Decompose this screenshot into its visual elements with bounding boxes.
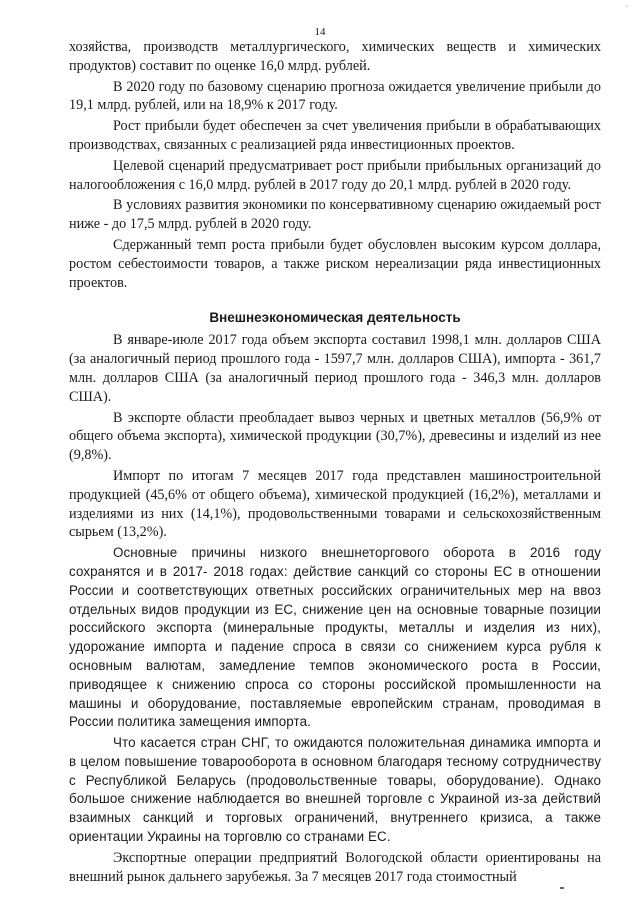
paragraph-profit-growth: Рост прибыли будет обеспечен за счет увеличения прибыли в обрабатывающих производствах, связанных с реализацией ряда инвестиционных проектов. <box>69 118 601 153</box>
paragraph-export-volume: В январе-июле 2017 года объем экспорта составил 1998,1 млн. долларов США (за аналогичный период прошлого года - 1597,7 млн. долларов США), импорта - 361,7 млн. долларов США (за аналогичный период прошлого года - 346,3 млн. долларов США). <box>69 332 601 405</box>
scan-mark: · <box>625 2 628 11</box>
paragraph-main-reasons: Основные причины низкого внешнеторгового оборота в 2016 году сохранятся и в 2017- 2018 годах: действие санкций со стороны ЕС в отношении России и соответствующих ответных российских ограничительных мер на ввоз отдельных видов продукции из ЕС, снижение цен на основные товарные позиции российского экспорта (минеральные продукты, металлы и изделия из них), удорожание импорта и падение спроса в связи со снижением курса рубля к основным валютам, замедление темпов экономического роста в России, приводящее к снижению спроса со стороны российской промышленности на машины и оборудование, поставляемые европейским странам, проводимая в России политика замещения импорта. <box>69 545 601 730</box>
paragraph-import-structure: Импорт по итогам 7 месяцев 2017 года представлен машиностроительной продукцией (45,6% от общего объема), химической продукцией (16,2%), металлами и изделиями из них (14,1%), продовольственными товарами и сельскохозяйственным сырьем (13,2%). <box>69 467 601 541</box>
body-text <box>69 38 601 886</box>
paragraph-target-scenario: Целевой сценарий предусматривает рост прибыли прибыльных организаций до налогообложения с 16,0 млрд. рублей в 2017 году до 20,1 млрд. рублей в 2020 году. <box>69 157 601 193</box>
paragraph-profit-continued: хозяйства, производств металлургического, химических веществ и химических продуктов) составит по оценке 16,0 млрд. рублей. <box>69 39 601 74</box>
paragraph-cis-countries: Что касается стран СНГ, то ожидаются положительная динамика импорта и в целом повышение товарооборота в основном благодаря тесному сотрудничеству с Республикой Беларусь (продовольственные товары, оборудование). Однако большое снижение наблюдается во внешней торговле с Украиной из-за действий взаимных санкций и торговых ограничений, внутреннего кризиса, а также ориентации Украины на торговлю со странами ЕС. <box>69 735 601 845</box>
section-heading: Внешнеэкономическая деятельность <box>209 310 461 326</box>
paragraph-base-scenario: В 2020 году по базовому сценарию прогноза ожидается увеличение прибыли до 19,1 млрд. рублей, или на 18,9% к 2017 году. <box>69 78 601 114</box>
paragraph-conservative-scenario: В условиях развития экономики по консервативному сценарию ожидаемый рост ниже - до 17,5 млрд. рублей в 2020 году. <box>69 197 601 233</box>
paragraph-export-operations: Экспортные операции предприятий Вологодской области ориентированы на внешний рынок дальнего зарубежья. За 7 месяцев 2017 года стоимостный <box>69 849 601 885</box>
page-number: 14 <box>314 26 326 38</box>
paragraph-restrained-growth: Сдержанный темп роста прибыли будет обусловлен высоким курсом доллара, ростом себестоимости товаров, а также риском нереализации ряда инвестиционных проектов. <box>69 236 601 291</box>
paragraph-export-structure: В экспорте области преобладает вывоз черных и цветных металлов (56,9% от общего объема экспорта), химической продукции (30,7%), древесины и изделий из нее (9,8%). <box>69 409 601 464</box>
scan-speck <box>560 887 564 889</box>
